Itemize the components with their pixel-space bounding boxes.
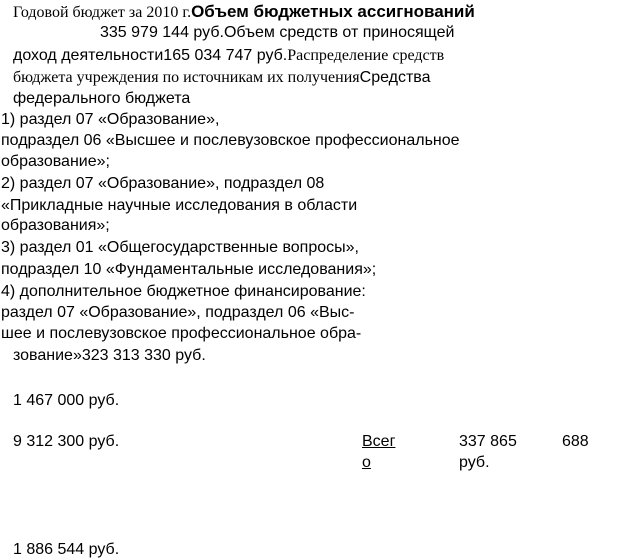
income-label-a: Объем средств от приносящей (223, 24, 455, 41)
total-label-a: Всег (362, 433, 396, 450)
item-2-line-2: «Прикладные научные исследования в области (1, 197, 358, 214)
item-2-line-3: образования»; (1, 217, 110, 234)
total-value-b: руб. (459, 454, 490, 471)
item-3-line-1: 3) раздел 01 «Общегосударственные вопросы», (1, 239, 359, 256)
item-4-line-3: шее и послевузовское профессиональное обра- (1, 325, 362, 342)
item-3-line-2: подраздел 10 «Фундаментальные исследования»; (1, 261, 377, 278)
federal-label-a: Средства (359, 69, 431, 86)
item-4-amount: 323 313 330 руб. (81, 347, 206, 364)
income-amount: 165 034 747 руб. (163, 47, 288, 64)
budget-year-label: Годовой бюджет за 2010 г. (13, 4, 192, 21)
item-4-line-4: зование» (13, 347, 82, 364)
amount-1: 1 467 000 руб. (13, 392, 120, 409)
income-label-b: доход деятельности (13, 47, 164, 64)
total-label-b: о (362, 454, 371, 471)
distribution-label-a: Распределение средств (287, 47, 445, 64)
total-value-a: 337 865 (459, 433, 517, 450)
item-1-line-3: образование»; (1, 153, 110, 170)
distribution-label-b: бюджета учреждения по источникам их получения (13, 69, 360, 86)
appropriations-heading: Объем бюджетных ассигнований (191, 2, 475, 21)
item-2-line-1: 2) раздел 07 «Образование», подраздел 08 (1, 175, 325, 192)
item-4-line-2: раздел 07 «Образование», подраздел 06 «Выс- (1, 304, 355, 321)
item-1-line-1: 1) раздел 07 «Образование», (1, 111, 220, 128)
item-1-line-2: подраздел 06 «Высшее и послевузовское профессиональное (1, 132, 460, 149)
item-4-line-1: 4) дополнительное бюджетное финансирование: (1, 283, 366, 300)
appropriations-amount: 335 979 144 руб. (100, 24, 224, 41)
amount-2: 9 312 300 руб. (13, 433, 120, 450)
amount-3: 1 886 544 руб. (13, 541, 120, 558)
total-extra: 688 (562, 433, 589, 450)
federal-label-b: федерального бюджета (13, 90, 191, 107)
